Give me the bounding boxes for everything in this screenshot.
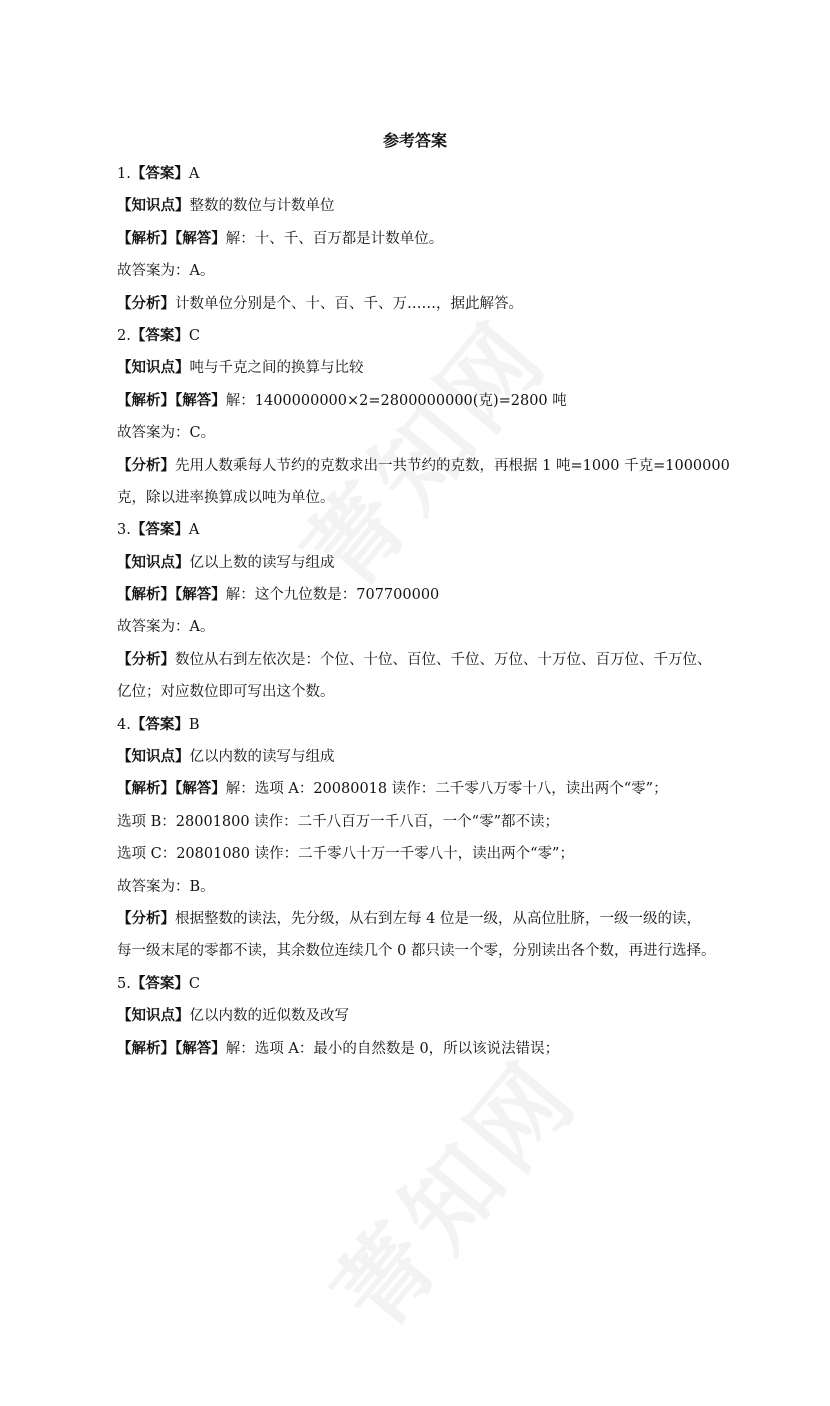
line-text: 亿以内数的近似数及改写 [189, 1008, 349, 1025]
line-text: 亿位；对应数位即可写出这个数。 [117, 684, 335, 701]
section-tag: 【知识点】 [117, 198, 190, 215]
line-text: 解：1400000000×2=2800000000(克)=2800 吨 [225, 392, 567, 409]
section-tag: 【知识点】 [117, 1008, 190, 1025]
answer-line [117, 838, 717, 870]
line-text: C [188, 327, 200, 344]
answer-line [117, 1000, 717, 1032]
answer-line [117, 417, 717, 449]
question-number: 1. [117, 166, 131, 182]
answer-line [117, 385, 717, 417]
line-text: 选项 B：28001800 读作：二千八百万一千八百，一个“零”都不读； [117, 813, 560, 830]
line-text: 解：选项 A：最小的自然数是 0，所以该说法错误； [225, 1040, 560, 1057]
answer-line [117, 968, 717, 1000]
line-text: 克，除以进率换算成以吨为单位。 [117, 489, 335, 506]
answer-line [117, 255, 717, 287]
answer-line [117, 709, 717, 741]
line-text: 故答案为：A。 [117, 263, 215, 280]
question-number: 4. [117, 716, 131, 733]
line-text: 故答案为：C。 [117, 425, 216, 442]
answer-line [117, 158, 717, 190]
line-text: C [188, 975, 200, 992]
section-tag: 【答案】 [130, 522, 189, 539]
line-text: 每一级末尾的零都不读，其余数位连续几个 0 都只读一个零，分别读出各个数，再进行选择。 [117, 943, 716, 960]
section-tag: 【分析】 [117, 910, 175, 927]
answer-line [117, 1033, 717, 1065]
answer-line [117, 223, 717, 255]
section-tag: 【解析】【解答】 [117, 392, 226, 409]
question-number: 3. [117, 522, 131, 539]
answer-line [117, 773, 717, 805]
line-text: 亿以内数的读写与组成 [189, 749, 335, 766]
answer-line [117, 547, 717, 579]
answer-line [117, 450, 730, 482]
line-text: 计数单位分别是个、十、百、千、万……，据此解答。 [175, 295, 523, 312]
section-tag: 【知识点】 [117, 554, 190, 571]
line-text: 整数的数位与计数单位 [189, 198, 335, 215]
section-tag: 【分析】 [117, 295, 175, 312]
answer-line [117, 514, 717, 546]
question-number: 5. [117, 975, 131, 992]
answer-content [117, 158, 730, 1065]
section-tag: 【答案】 [130, 716, 189, 733]
line-text: 解：十、千、百万都是计数单位。 [225, 230, 444, 247]
answer-line [117, 320, 717, 352]
line-text: 根据整数的读法，先分级，从右到左每 4 位是一级，从高位肚脐，一级一级的读， [175, 910, 701, 927]
line-text: 解：这个九位数是：707700000 [225, 587, 440, 604]
section-tag: 【解析】【解答】 [117, 781, 226, 798]
section-tag: 【答案】 [130, 327, 189, 344]
line-text: A [188, 522, 200, 539]
section-tag: 【答案】 [130, 975, 189, 992]
section-tag: 【答案】 [130, 166, 189, 182]
answer-line [117, 806, 717, 838]
section-tag: 【分析】 [117, 651, 175, 668]
answer-line [117, 935, 717, 967]
section-tag: 【解析】【解答】 [117, 587, 226, 604]
line-text: 故答案为：B。 [117, 878, 215, 895]
line-text: 故答案为：A。 [117, 619, 215, 636]
answer-line [117, 190, 717, 222]
line-text: 解：选项 A：20080018 读作：二千零八万零十八，读出两个“零”； [225, 781, 668, 798]
section-tag: 【知识点】 [117, 749, 190, 766]
section-tag: 【解析】【解答】 [117, 230, 226, 247]
page-title: 参考答案 [382, 131, 447, 150]
line-text: B [188, 716, 200, 733]
section-tag: 【解析】【解答】 [117, 1040, 226, 1057]
answer-line [117, 676, 717, 708]
section-tag: 【知识点】 [117, 360, 190, 377]
answer-line [117, 482, 717, 514]
answer-line [117, 871, 717, 903]
line-text: 选项 C：20801080 读作：二千零八十万一千零八十，读出两个“零”； [117, 846, 574, 863]
section-tag: 【分析】 [117, 457, 175, 474]
answer-line [117, 903, 717, 935]
line-text: 先用人数乘每人节约的克数求出一共节约的克数，再根据 1 吨=1000 千克=1000000 [175, 457, 730, 474]
line-text: 数位从右到左依次是：个位、十位、百位、千位、万位、十万位、百万位、千万位、 [175, 651, 712, 668]
answer-line [117, 579, 717, 611]
answer-line [117, 741, 717, 773]
answer-line [117, 288, 717, 320]
answer-line [117, 352, 717, 384]
question-number: 2. [117, 327, 131, 344]
line-text: 亿以上数的读写与组成 [189, 554, 335, 571]
answer-line [117, 611, 717, 643]
answer-line [117, 644, 717, 676]
line-text: A [188, 166, 200, 182]
line-text: 吨与千克之间的换算与比较 [189, 360, 364, 377]
